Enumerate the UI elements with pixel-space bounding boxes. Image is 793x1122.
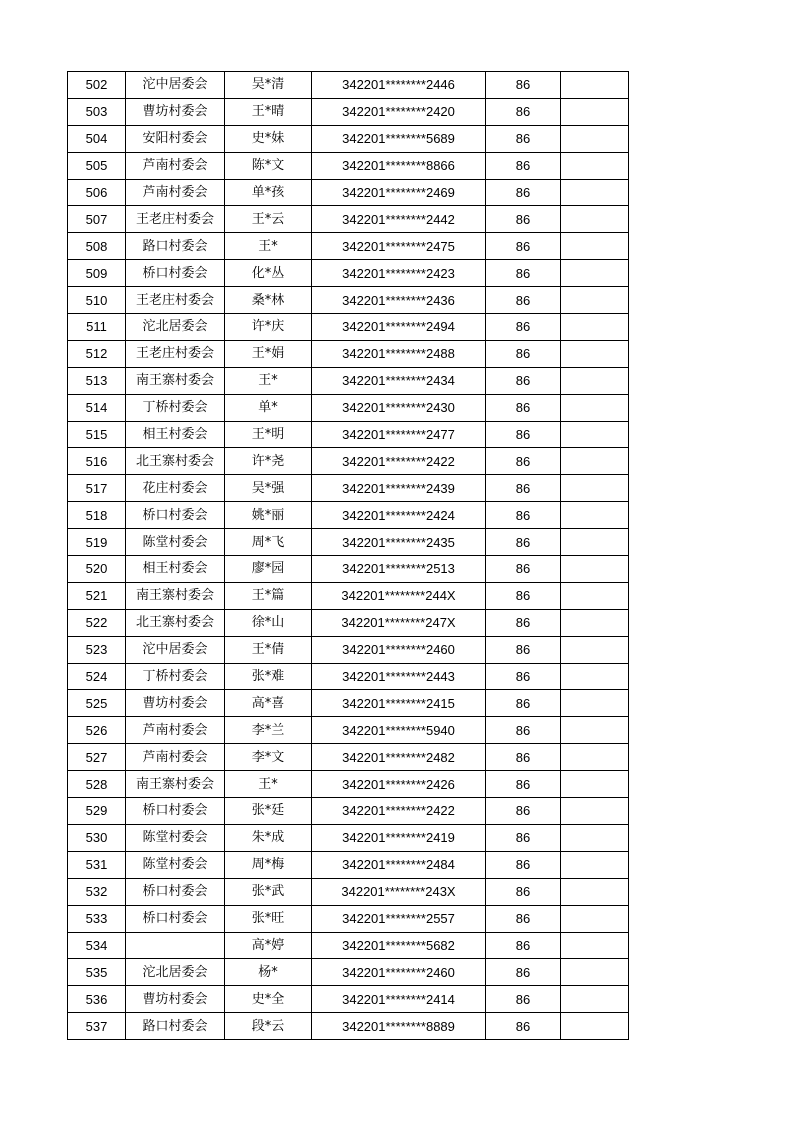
village-committee-cell — [126, 932, 225, 959]
village-committee-cell: 曹坊村委会 — [126, 98, 225, 125]
person-name-cell: 张*旺 — [225, 905, 312, 932]
remark-cell — [561, 287, 629, 314]
remark-cell — [561, 394, 629, 421]
score-cell: 86 — [486, 556, 561, 583]
village-committee-cell: 陈堂村委会 — [126, 529, 225, 556]
remark-cell — [561, 905, 629, 932]
village-committee-cell: 曹坊村委会 — [126, 986, 225, 1013]
remark-cell — [561, 179, 629, 206]
remark-cell — [561, 448, 629, 475]
remark-cell — [561, 260, 629, 287]
person-name-cell: 许*庆 — [225, 314, 312, 341]
row-number-cell: 519 — [68, 529, 126, 556]
id-number-cell: 342201********2484 — [312, 851, 486, 878]
person-name-cell: 王* — [225, 233, 312, 260]
person-name-cell: 李*兰 — [225, 717, 312, 744]
table-row — [68, 824, 629, 851]
row-number-cell: 528 — [68, 771, 126, 798]
person-name-cell: 吴*强 — [225, 475, 312, 502]
table-row — [68, 394, 629, 421]
table-row — [68, 798, 629, 825]
table-row — [68, 502, 629, 529]
row-number-cell: 525 — [68, 690, 126, 717]
table-row — [68, 1013, 629, 1040]
village-committee-cell: 沱北居委会 — [126, 314, 225, 341]
person-name-cell: 徐*山 — [225, 609, 312, 636]
person-name-cell: 陈*文 — [225, 152, 312, 179]
village-committee-cell: 芦南村委会 — [126, 744, 225, 771]
score-cell: 86 — [486, 367, 561, 394]
id-number-cell: 342201********8866 — [312, 152, 486, 179]
person-name-cell: 王*晴 — [225, 98, 312, 125]
table-row — [68, 314, 629, 341]
row-number-cell: 515 — [68, 421, 126, 448]
village-committee-cell: 王老庄村委会 — [126, 340, 225, 367]
remark-cell — [561, 314, 629, 341]
row-number-cell: 514 — [68, 394, 126, 421]
remark-cell — [561, 609, 629, 636]
score-cell: 86 — [486, 475, 561, 502]
village-committee-cell: 丁桥村委会 — [126, 394, 225, 421]
score-cell: 86 — [486, 448, 561, 475]
person-name-cell: 朱*成 — [225, 824, 312, 851]
id-number-cell: 342201********2430 — [312, 394, 486, 421]
id-number-cell: 342201********2414 — [312, 986, 486, 1013]
id-number-cell: 342201********5682 — [312, 932, 486, 959]
id-number-cell: 342201********5940 — [312, 717, 486, 744]
village-committee-cell: 王老庄村委会 — [126, 206, 225, 233]
person-name-cell: 周*梅 — [225, 851, 312, 878]
village-committee-cell: 桥口村委会 — [126, 905, 225, 932]
row-number-cell: 520 — [68, 556, 126, 583]
score-cell: 86 — [486, 314, 561, 341]
remark-cell — [561, 636, 629, 663]
village-committee-cell: 安阳村委会 — [126, 125, 225, 152]
row-number-cell: 509 — [68, 260, 126, 287]
remark-cell — [561, 529, 629, 556]
score-cell: 86 — [486, 690, 561, 717]
table-row — [68, 744, 629, 771]
person-name-cell: 王* — [225, 367, 312, 394]
village-committee-cell: 曹坊村委会 — [126, 690, 225, 717]
village-committee-cell: 南王寨村委会 — [126, 771, 225, 798]
table-row — [68, 340, 629, 367]
remark-cell — [561, 233, 629, 260]
village-committee-cell: 芦南村委会 — [126, 179, 225, 206]
person-name-cell: 张*武 — [225, 878, 312, 905]
village-committee-cell: 北王寨村委会 — [126, 609, 225, 636]
person-name-cell: 单* — [225, 394, 312, 421]
table-row — [68, 529, 629, 556]
id-number-cell: 342201********2436 — [312, 287, 486, 314]
score-cell: 86 — [486, 851, 561, 878]
score-cell: 86 — [486, 98, 561, 125]
id-number-cell: 342201********2477 — [312, 421, 486, 448]
remark-cell — [561, 798, 629, 825]
row-number-cell: 536 — [68, 986, 126, 1013]
score-cell: 86 — [486, 717, 561, 744]
score-cell: 86 — [486, 152, 561, 179]
remark-cell — [561, 475, 629, 502]
person-name-cell: 王* — [225, 771, 312, 798]
score-cell: 86 — [486, 636, 561, 663]
id-number-cell: 342201********2435 — [312, 529, 486, 556]
table-row — [68, 421, 629, 448]
id-number-cell: 342201********2442 — [312, 206, 486, 233]
village-committee-cell: 花庄村委会 — [126, 475, 225, 502]
score-cell: 86 — [486, 233, 561, 260]
id-number-cell: 342201********2513 — [312, 556, 486, 583]
row-number-cell: 511 — [68, 314, 126, 341]
person-name-cell: 王*倩 — [225, 636, 312, 663]
person-name-cell: 张*廷 — [225, 798, 312, 825]
id-number-cell: 342201********2434 — [312, 367, 486, 394]
village-committee-cell: 沱北居委会 — [126, 959, 225, 986]
roster-table-body — [68, 72, 629, 1040]
id-number-cell: 342201********2420 — [312, 98, 486, 125]
village-committee-cell: 桥口村委会 — [126, 798, 225, 825]
remark-cell — [561, 502, 629, 529]
table-row — [68, 233, 629, 260]
row-number-cell: 513 — [68, 367, 126, 394]
id-number-cell: 342201********2426 — [312, 771, 486, 798]
row-number-cell: 522 — [68, 609, 126, 636]
remark-cell — [561, 744, 629, 771]
table-row — [68, 260, 629, 287]
village-committee-cell: 丁桥村委会 — [126, 663, 225, 690]
table-row — [68, 959, 629, 986]
id-number-cell: 342201********8889 — [312, 1013, 486, 1040]
row-number-cell: 537 — [68, 1013, 126, 1040]
row-number-cell: 529 — [68, 798, 126, 825]
table-row — [68, 125, 629, 152]
id-number-cell: 342201********2557 — [312, 905, 486, 932]
id-number-cell: 342201********2423 — [312, 260, 486, 287]
score-cell: 86 — [486, 421, 561, 448]
person-name-cell: 姚*丽 — [225, 502, 312, 529]
score-cell: 86 — [486, 179, 561, 206]
score-cell: 86 — [486, 905, 561, 932]
table-row — [68, 179, 629, 206]
score-cell: 86 — [486, 260, 561, 287]
village-committee-cell: 南王寨村委会 — [126, 367, 225, 394]
table-row — [68, 636, 629, 663]
person-name-cell: 单*孩 — [225, 179, 312, 206]
row-number-cell: 507 — [68, 206, 126, 233]
village-committee-cell: 沱中居委会 — [126, 72, 225, 99]
id-number-cell: 342201********244X — [312, 582, 486, 609]
id-number-cell: 342201********2422 — [312, 798, 486, 825]
table-row — [68, 582, 629, 609]
row-number-cell: 523 — [68, 636, 126, 663]
remark-cell — [561, 932, 629, 959]
row-number-cell: 526 — [68, 717, 126, 744]
remark-cell — [561, 1013, 629, 1040]
roster-table — [67, 71, 629, 1040]
id-number-cell: 342201********2460 — [312, 636, 486, 663]
table-row — [68, 475, 629, 502]
row-number-cell: 521 — [68, 582, 126, 609]
person-name-cell: 史*全 — [225, 986, 312, 1013]
id-number-cell: 342201********2488 — [312, 340, 486, 367]
remark-cell — [561, 663, 629, 690]
score-cell: 86 — [486, 529, 561, 556]
table-row — [68, 851, 629, 878]
id-number-cell: 342201********2422 — [312, 448, 486, 475]
person-name-cell: 张*难 — [225, 663, 312, 690]
table-row — [68, 367, 629, 394]
score-cell: 86 — [486, 744, 561, 771]
person-name-cell: 化*丛 — [225, 260, 312, 287]
score-cell: 86 — [486, 502, 561, 529]
table-row — [68, 878, 629, 905]
id-number-cell: 342201********2446 — [312, 72, 486, 99]
score-cell: 86 — [486, 798, 561, 825]
table-row — [68, 986, 629, 1013]
id-number-cell: 342201********2424 — [312, 502, 486, 529]
score-cell: 86 — [486, 959, 561, 986]
row-number-cell: 524 — [68, 663, 126, 690]
remark-cell — [561, 824, 629, 851]
remark-cell — [561, 152, 629, 179]
person-name-cell: 桑*林 — [225, 287, 312, 314]
table-row — [68, 663, 629, 690]
remark-cell — [561, 690, 629, 717]
village-committee-cell: 桥口村委会 — [126, 878, 225, 905]
row-number-cell: 508 — [68, 233, 126, 260]
score-cell: 86 — [486, 287, 561, 314]
remark-cell — [561, 206, 629, 233]
person-name-cell: 吴*清 — [225, 72, 312, 99]
village-committee-cell: 沱中居委会 — [126, 636, 225, 663]
village-committee-cell: 芦南村委会 — [126, 717, 225, 744]
village-committee-cell: 陈堂村委会 — [126, 851, 225, 878]
id-number-cell: 342201********2482 — [312, 744, 486, 771]
remark-cell — [561, 878, 629, 905]
village-committee-cell: 王老庄村委会 — [126, 287, 225, 314]
village-committee-cell: 路口村委会 — [126, 233, 225, 260]
id-number-cell: 342201********243X — [312, 878, 486, 905]
remark-cell — [561, 421, 629, 448]
table-row — [68, 72, 629, 99]
score-cell: 86 — [486, 1013, 561, 1040]
person-name-cell: 王*篇 — [225, 582, 312, 609]
score-cell: 86 — [486, 824, 561, 851]
row-number-cell: 504 — [68, 125, 126, 152]
row-number-cell: 534 — [68, 932, 126, 959]
remark-cell — [561, 340, 629, 367]
table-row — [68, 905, 629, 932]
table-row — [68, 556, 629, 583]
id-number-cell: 342201********247X — [312, 609, 486, 636]
remark-cell — [561, 556, 629, 583]
village-committee-cell: 路口村委会 — [126, 1013, 225, 1040]
person-name-cell: 李*文 — [225, 744, 312, 771]
remark-cell — [561, 959, 629, 986]
table-row — [68, 287, 629, 314]
person-name-cell: 王*云 — [225, 206, 312, 233]
table-row — [68, 932, 629, 959]
id-number-cell: 342201********2415 — [312, 690, 486, 717]
row-number-cell: 505 — [68, 152, 126, 179]
remark-cell — [561, 125, 629, 152]
village-committee-cell: 桥口村委会 — [126, 260, 225, 287]
village-committee-cell: 芦南村委会 — [126, 152, 225, 179]
person-name-cell: 杨* — [225, 959, 312, 986]
table-row — [68, 690, 629, 717]
person-name-cell: 高*喜 — [225, 690, 312, 717]
row-number-cell: 503 — [68, 98, 126, 125]
row-number-cell: 518 — [68, 502, 126, 529]
remark-cell — [561, 367, 629, 394]
table-row — [68, 771, 629, 798]
table-row — [68, 98, 629, 125]
score-cell: 86 — [486, 582, 561, 609]
row-number-cell: 535 — [68, 959, 126, 986]
row-number-cell: 530 — [68, 824, 126, 851]
row-number-cell: 533 — [68, 905, 126, 932]
id-number-cell: 342201********2494 — [312, 314, 486, 341]
village-committee-cell: 陈堂村委会 — [126, 824, 225, 851]
row-number-cell: 516 — [68, 448, 126, 475]
village-committee-cell: 南王寨村委会 — [126, 582, 225, 609]
id-number-cell: 342201********5689 — [312, 125, 486, 152]
remark-cell — [561, 582, 629, 609]
table-row — [68, 448, 629, 475]
score-cell: 86 — [486, 771, 561, 798]
row-number-cell: 527 — [68, 744, 126, 771]
village-committee-cell: 北王寨村委会 — [126, 448, 225, 475]
score-cell: 86 — [486, 609, 561, 636]
row-number-cell: 531 — [68, 851, 126, 878]
row-number-cell: 502 — [68, 72, 126, 99]
village-committee-cell: 相王村委会 — [126, 556, 225, 583]
id-number-cell: 342201********2460 — [312, 959, 486, 986]
remark-cell — [561, 98, 629, 125]
table-row — [68, 152, 629, 179]
row-number-cell: 510 — [68, 287, 126, 314]
score-cell: 86 — [486, 340, 561, 367]
id-number-cell: 342201********2469 — [312, 179, 486, 206]
person-name-cell: 廖*园 — [225, 556, 312, 583]
person-name-cell: 许*尧 — [225, 448, 312, 475]
person-name-cell: 段*云 — [225, 1013, 312, 1040]
table-row — [68, 609, 629, 636]
remark-cell — [561, 717, 629, 744]
row-number-cell: 512 — [68, 340, 126, 367]
table-row — [68, 206, 629, 233]
id-number-cell: 342201********2443 — [312, 663, 486, 690]
score-cell: 86 — [486, 932, 561, 959]
id-number-cell: 342201********2439 — [312, 475, 486, 502]
score-cell: 86 — [486, 394, 561, 421]
person-name-cell: 高*婷 — [225, 932, 312, 959]
person-name-cell: 史*妹 — [225, 125, 312, 152]
row-number-cell: 532 — [68, 878, 126, 905]
person-name-cell: 王*娟 — [225, 340, 312, 367]
score-cell: 86 — [486, 663, 561, 690]
id-number-cell: 342201********2475 — [312, 233, 486, 260]
remark-cell — [561, 771, 629, 798]
id-number-cell: 342201********2419 — [312, 824, 486, 851]
village-committee-cell: 相王村委会 — [126, 421, 225, 448]
remark-cell — [561, 851, 629, 878]
score-cell: 86 — [486, 986, 561, 1013]
remark-cell — [561, 72, 629, 99]
score-cell: 86 — [486, 206, 561, 233]
table-row — [68, 717, 629, 744]
row-number-cell: 517 — [68, 475, 126, 502]
score-cell: 86 — [486, 72, 561, 99]
score-cell: 86 — [486, 878, 561, 905]
person-name-cell: 王*明 — [225, 421, 312, 448]
remark-cell — [561, 986, 629, 1013]
row-number-cell: 506 — [68, 179, 126, 206]
score-cell: 86 — [486, 125, 561, 152]
village-committee-cell: 桥口村委会 — [126, 502, 225, 529]
person-name-cell: 周*飞 — [225, 529, 312, 556]
